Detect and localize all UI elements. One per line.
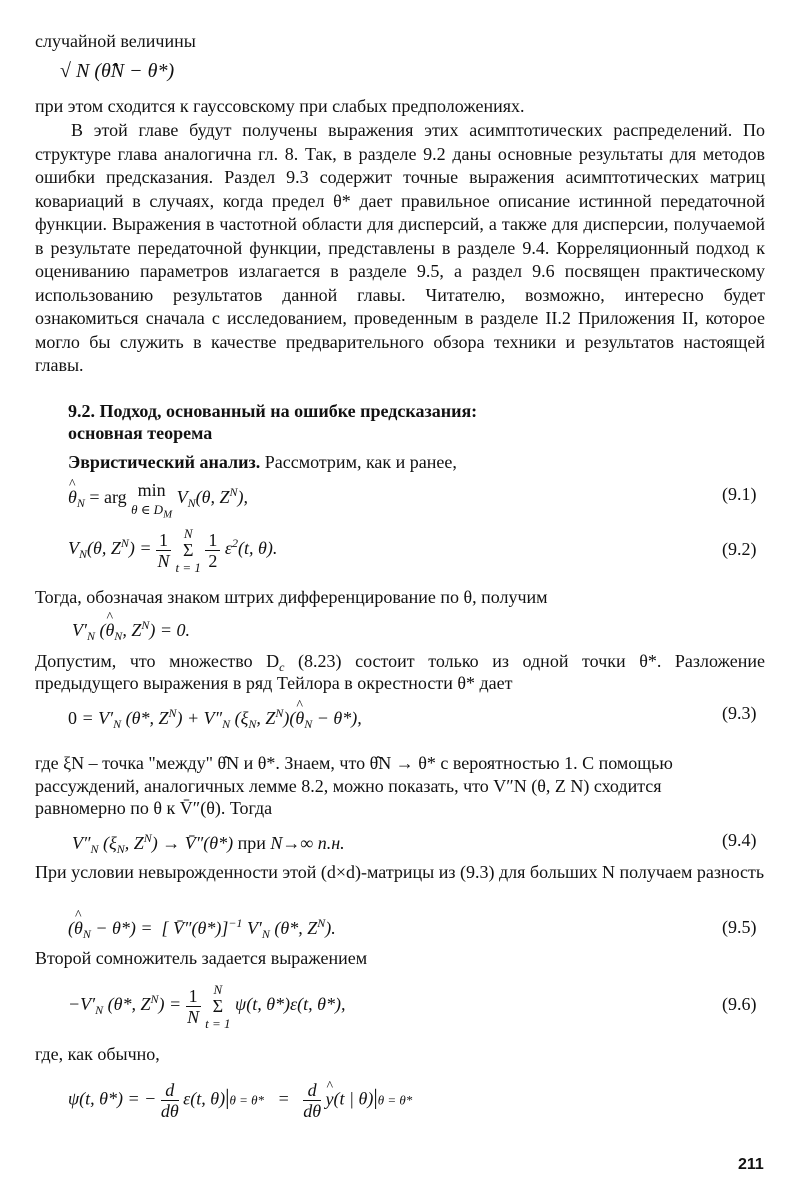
equation-9-2: $V_N(\theta$, $Z^N$) = $\frac{1}{N}$ N Σ t = 1 $\frac{1}{2}$ $\varepsilon^2(t$, θ).: [68, 526, 278, 575]
eq-number-9-3: (9.3): [722, 703, 757, 723]
section-subheading: основная теорема: [68, 423, 213, 443]
as-text: при: [237, 833, 266, 853]
where-line-1: где ξN – точка "между" θ̂N и θ*. Знаем, что θ̂N → θ* с вероятностью 1. С помощью: [35, 753, 673, 773]
eq-number-9-1: (9.1): [722, 484, 757, 504]
second-factor-line: Второй сомножитель задается выражением: [35, 948, 368, 968]
usual-line: где, как обычно,: [35, 1044, 160, 1064]
chapter-overview-paragraph: В этой главе будут получены выражения этих асимптотических распределений. По структуре глава аналогична гл. 8. Так, в разделе 9.2 даны основные результаты для методов ошибки предсказания. Раздел 9.3 содержит точные выражения асимптотических матриц ковариаций в случаях, когда предел θ* дает правильное описание истинной передаточной функции. Выражения в частотной области для дисперсий, а также для дисперсии, получаемой в результате передаточной функции, представлены в разделе 9.4. Корреляционный подход к оцениванию параметров излагается в разделе 9.5, а раздел 9.6 посвящен практическому использованию результатов данной главы. Читателю, возможно, интересно будет ознакомиться сначала с исследованием, проведенным в разделе II.2 Приложения II, которое могло бы служить в качестве предварительного обзора техники и результатов настоящей главы.: [35, 120, 765, 375]
eq-number-9-5: (9.5): [722, 917, 757, 937]
suppose-line: Допустим, что множество $D_c$ (8.23) состоит только из одной точки θ*. Разложение: [35, 651, 765, 674]
eq-number-9-2: (9.2): [722, 539, 757, 559]
equation-9-3: $0 = V'_N$ (θ*, $Z^N) + V''_N$ ($\xi_N$, $Z^N)(\^{}$ $\theta_N - \theta*$),: [68, 702, 362, 735]
sqrt-formula: √ N (θ̂N − θ*): [60, 60, 175, 82]
page-number: 211: [738, 1156, 764, 1173]
suppose-line-2: предыдущего выражения в ряд Тейлора в окрестности θ* дает: [35, 673, 513, 693]
eq-number-9-4: (9.4): [722, 830, 757, 850]
equation-9-4: $V''_N$ ($\xi_N$, $Z^N$) → V̄″(θ*) при N→∞ п.н.: [72, 831, 345, 856]
heuristic-title: Эвристический анализ.: [68, 452, 261, 472]
as-condition: N→∞ п.н.: [270, 833, 345, 853]
eq-number-9-6: (9.6): [722, 994, 757, 1014]
section-heading: 9.2. Подход, основанный на ошибке предсказания:: [68, 401, 478, 421]
equation-9-5: (^ $\theta_N - \theta*$) = [ V̄″(θ*)]$^{-1}$ $V'_N$ (θ*, $Z^N$).: [68, 912, 336, 945]
intro-line-2: при этом сходится к гауссовскому при слабых предположениях.: [35, 96, 525, 116]
suppose-text-a: Допустим, что множество D: [35, 651, 280, 671]
heuristic-text: Рассмотрим, как и ранее,: [260, 452, 457, 472]
then-line: Тогда, обозначая знаком штрих дифференцирование по θ, получим: [35, 587, 548, 607]
psi-definition: ψ(t, θ*) = − $\frac{d}{d\theta}$ ε(t, θ)|θ = θ* = $\frac{d}{d\theta}$ ^ y(t | θ)|θ = θ*: [68, 1080, 412, 1121]
equation-9-6: $-V'_N$ (θ*, $Z^N$) = $\frac{1}{N}$ N Σ t = 1 ψ(t, θ*)ε(t, θ*),: [68, 982, 346, 1031]
where-line-2: рассуждений, аналогичных лемме 8.2, можно показать, что V″N (θ, Z N) сходится: [35, 776, 662, 796]
suppose-text-b: (8.23) состоит только из одной точки θ*. Разложение: [284, 651, 765, 671]
heuristic-line: [68, 451, 457, 473]
first-order-condition: $V'_N$ (^ $\theta_N$, $Z^N) = 0$.: [72, 614, 190, 647]
intro-line: случайной величины: [35, 31, 196, 51]
nondegeneracy-text: При условии невырожденности этой (d×d)-матрицы из (9.3) для больших N получаем разность: [35, 862, 765, 882]
where-line-3: равномерно по θ к V̄″(θ). Тогда: [35, 798, 273, 818]
equation-9-1: ^ $\theta_N$ = arg min θ ∈ $D_M$ $V_N(\theta$, $Z^N$),: [68, 481, 248, 524]
